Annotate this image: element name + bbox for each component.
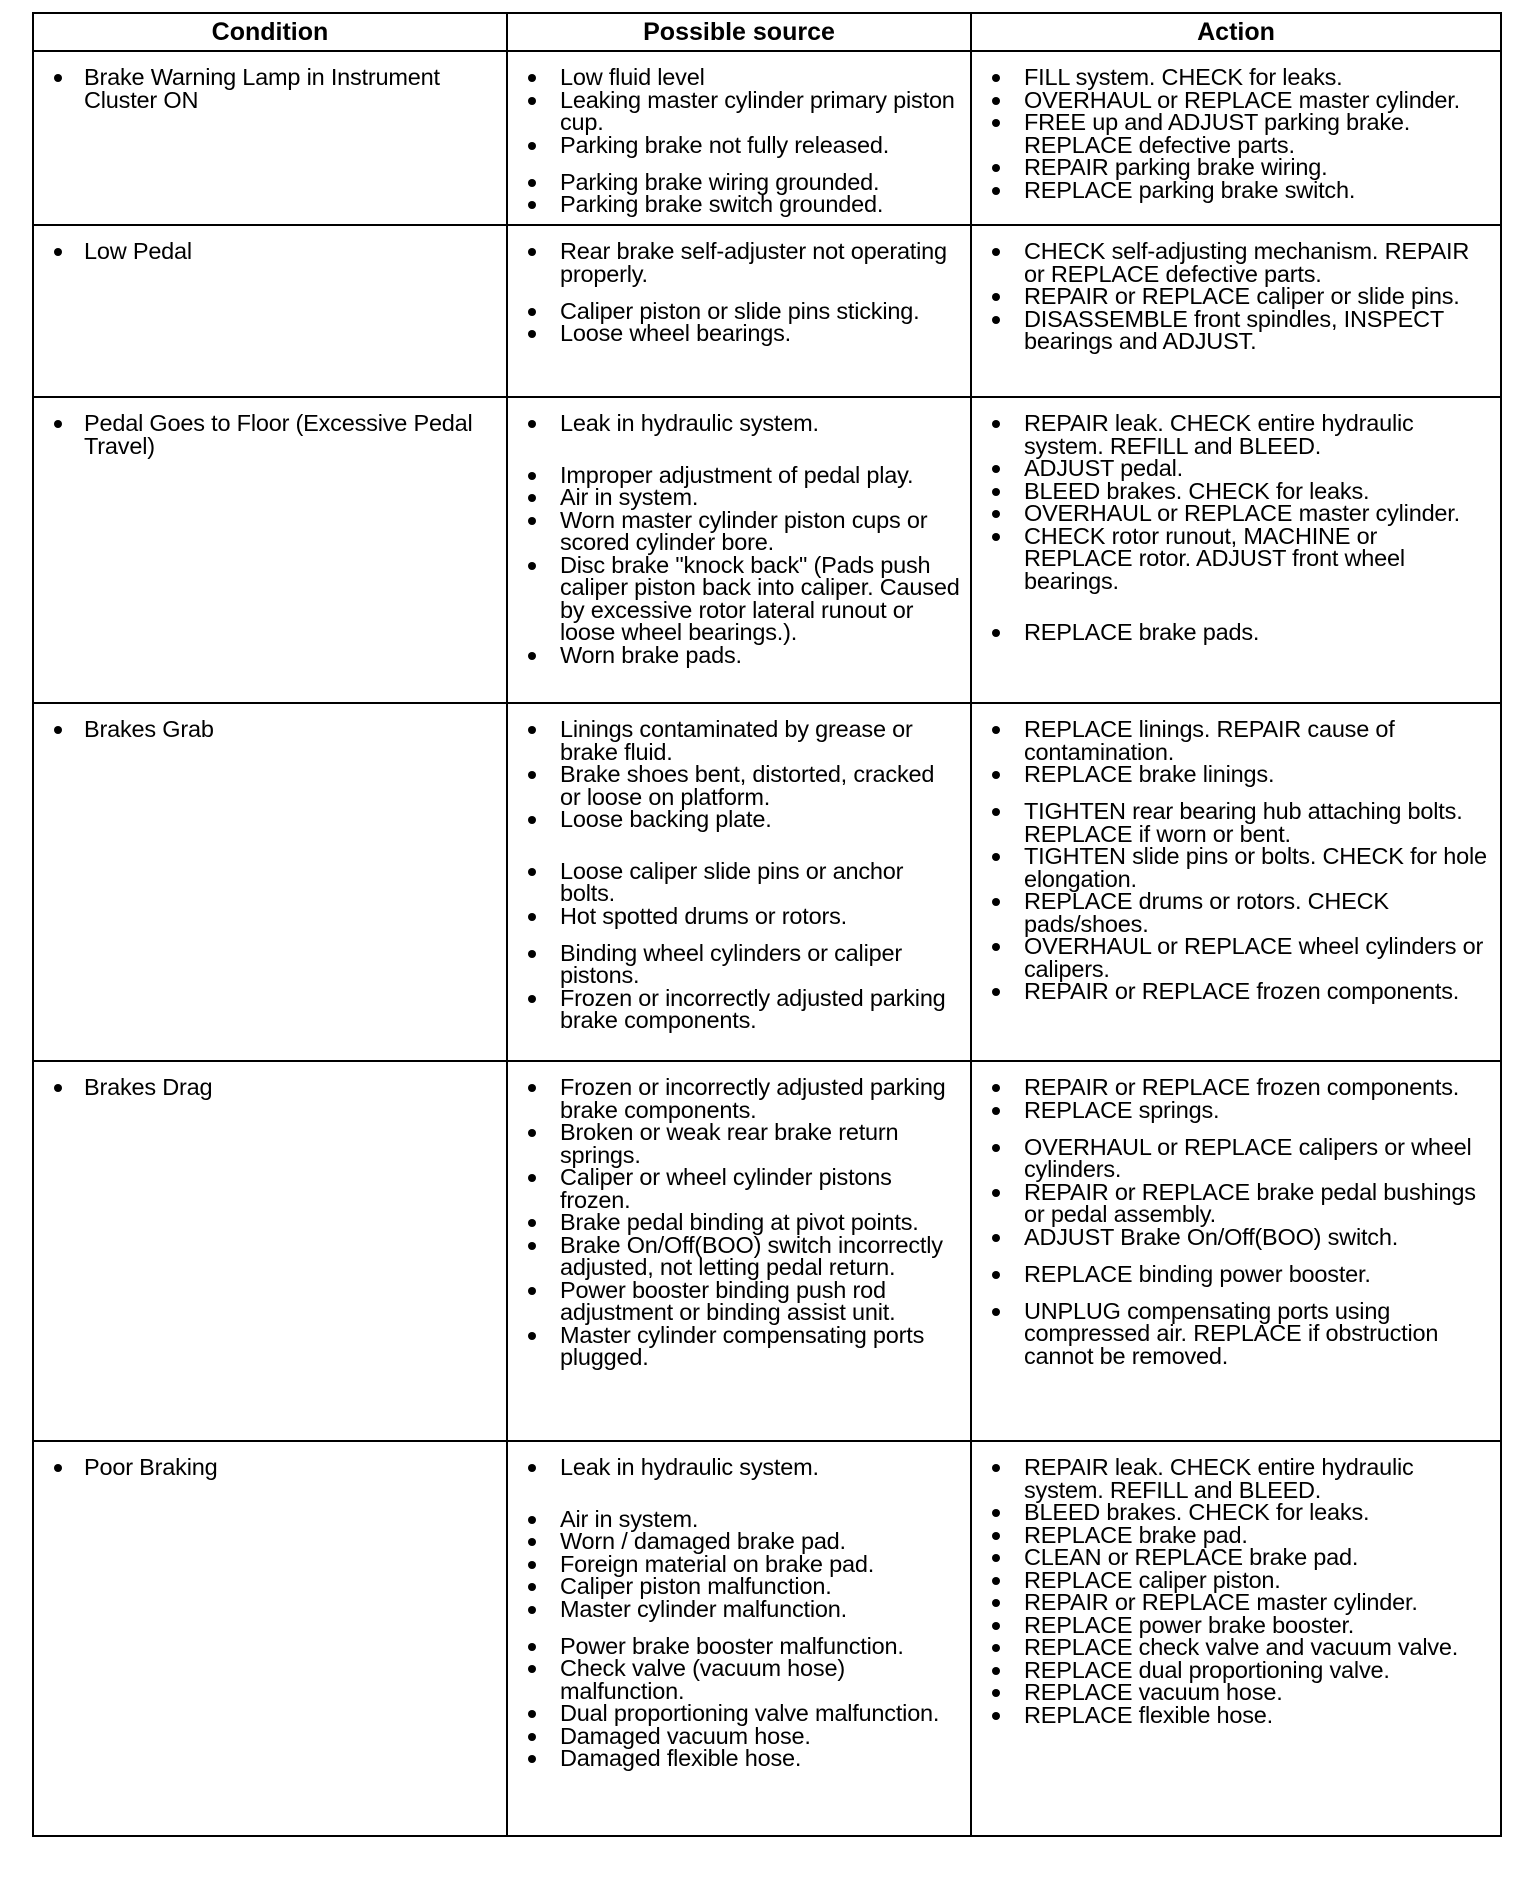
list-item: Master cylinder malfunction.	[522, 1598, 960, 1621]
list-item: REPAIR parking brake wiring.	[986, 156, 1490, 179]
condition-text: Brakes Grab	[48, 718, 496, 741]
list-item: Caliper piston or slide pins sticking.	[522, 300, 960, 323]
list-item: Damaged flexible hose.	[522, 1747, 960, 1770]
list-item: Linings contaminated by grease or brake fluid.	[522, 718, 960, 763]
header-row	[33, 13, 1501, 51]
list-item: REPLACE brake pad.	[986, 1524, 1490, 1547]
list-item: REPLACE caliper piston.	[986, 1569, 1490, 1592]
action-list	[986, 66, 1490, 201]
list-item: Worn master cylinder piston cups or scored cylinder bore.	[522, 509, 960, 554]
list-item: Frozen or incorrectly adjusted parking brake components.	[522, 1076, 960, 1121]
list-item: Improper adjustment of pedal play.	[522, 464, 960, 487]
condition-list	[48, 412, 496, 457]
table-row	[33, 1441, 1501, 1836]
table-row	[33, 703, 1501, 1061]
list-item: OVERHAUL or REPLACE wheel cylinders or calipers.	[986, 935, 1490, 980]
condition-list	[48, 1456, 496, 1479]
list-item: REPLACE vacuum hose.	[986, 1681, 1490, 1704]
list-item: TIGHTEN rear bearing hub attaching bolts. REPLACE if worn or bent.	[986, 800, 1490, 845]
source-list	[522, 240, 960, 345]
action-cell	[971, 51, 1501, 225]
list-item: REPLACE springs.	[986, 1099, 1490, 1122]
source-cell	[507, 1061, 971, 1441]
condition-text: Pedal Goes to Floor (Excessive Pedal Travel)	[48, 412, 496, 457]
source-list	[522, 1456, 960, 1770]
list-item: Check valve (vacuum hose) malfunction.	[522, 1657, 960, 1702]
list-item: Parking brake switch grounded.	[522, 193, 960, 216]
condition-text: Poor Braking	[48, 1456, 496, 1479]
list-item: REPAIR or REPLACE caliper or slide pins.	[986, 285, 1490, 308]
list-item: REPLACE check valve and vacuum valve.	[986, 1636, 1490, 1659]
source-list	[522, 66, 960, 216]
list-item: Loose backing plate.	[522, 808, 960, 831]
list-item: REPAIR or REPLACE frozen components.	[986, 980, 1490, 1003]
source-cell	[507, 51, 971, 225]
list-item: Air in system.	[522, 486, 960, 509]
condition-cell	[33, 1061, 507, 1441]
list-item: Brake On/Off(BOO) switch incorrectly adjusted, not letting pedal return.	[522, 1234, 960, 1279]
list-item: REPAIR leak. CHECK entire hydraulic system. REFILL and BLEED.	[986, 1456, 1490, 1501]
list-item: TIGHTEN slide pins or bolts. CHECK for hole elongation.	[986, 845, 1490, 890]
list-item: Damaged vacuum hose.	[522, 1725, 960, 1748]
table-row	[33, 1061, 1501, 1441]
list-item: Worn / damaged brake pad.	[522, 1530, 960, 1553]
table-row	[33, 51, 1501, 225]
list-item: REPAIR or REPLACE frozen components.	[986, 1076, 1490, 1099]
list-item: Master cylinder compensating ports plugged.	[522, 1324, 960, 1369]
list-item: Worn brake pads.	[522, 644, 960, 667]
list-item: REPLACE linings. REPAIR cause of contamination.	[986, 718, 1490, 763]
list-item: Hot spotted drums or rotors.	[522, 905, 960, 928]
action-list	[986, 1076, 1490, 1367]
condition-cell	[33, 703, 507, 1061]
list-item: OVERHAUL or REPLACE calipers or wheel cylinders.	[986, 1136, 1490, 1181]
list-item: Power booster binding push rod adjustment or binding assist unit.	[522, 1279, 960, 1324]
list-item: REPAIR leak. CHECK entire hydraulic system. REFILL and BLEED.	[986, 412, 1490, 457]
list-item: REPLACE parking brake switch.	[986, 179, 1490, 202]
header-possible-source: Possible source	[507, 13, 971, 51]
list-item: REPAIR or REPLACE master cylinder.	[986, 1591, 1490, 1614]
list-item: DISASSEMBLE front spindles, INSPECT bearings and ADJUST.	[986, 308, 1490, 353]
list-item: BLEED brakes. CHECK for leaks.	[986, 480, 1490, 503]
list-item: Low fluid level	[522, 66, 960, 89]
list-item: Binding wheel cylinders or caliper pistons.	[522, 942, 960, 987]
condition-text: Brakes Drag	[48, 1076, 496, 1099]
action-cell	[971, 1441, 1501, 1836]
list-item: Broken or weak rear brake return springs.	[522, 1121, 960, 1166]
condition-list	[48, 66, 496, 111]
list-item: Air in system.	[522, 1508, 960, 1531]
condition-text: Low Pedal	[48, 240, 496, 263]
list-item: Power brake booster malfunction.	[522, 1635, 960, 1658]
list-item: REPLACE brake linings.	[986, 763, 1490, 786]
action-cell	[971, 397, 1501, 703]
action-cell	[971, 1061, 1501, 1441]
list-item: Rear brake self-adjuster not operating properly.	[522, 240, 960, 285]
list-item: Parking brake wiring grounded.	[522, 171, 960, 194]
source-cell	[507, 703, 971, 1061]
condition-cell	[33, 225, 507, 397]
source-list	[522, 412, 960, 666]
list-item: REPLACE drums or rotors. CHECK pads/shoes.	[986, 890, 1490, 935]
list-item: REPLACE binding power booster.	[986, 1263, 1490, 1286]
source-list	[522, 1076, 960, 1369]
list-item: Caliper or wheel cylinder pistons frozen.	[522, 1166, 960, 1211]
source-cell	[507, 397, 971, 703]
source-cell	[507, 1441, 971, 1836]
condition-list	[48, 240, 496, 263]
list-item: Brake shoes bent, distorted, cracked or loose on platform.	[522, 763, 960, 808]
source-cell	[507, 225, 971, 397]
list-item: Parking brake not fully released.	[522, 134, 960, 157]
action-cell	[971, 225, 1501, 397]
list-item: Dual proportioning valve malfunction.	[522, 1702, 960, 1725]
list-item: Loose wheel bearings.	[522, 322, 960, 345]
list-item: Brake pedal binding at pivot points.	[522, 1211, 960, 1234]
list-item: CHECK self-adjusting mechanism. REPAIR or REPLACE defective parts.	[986, 240, 1490, 285]
list-item: ADJUST Brake On/Off(BOO) switch.	[986, 1226, 1490, 1249]
list-item: REPLACE brake pads.	[986, 621, 1490, 644]
action-cell	[971, 703, 1501, 1061]
troubleshooting-table	[32, 12, 1502, 1837]
table-row	[33, 397, 1501, 703]
list-item: REPLACE dual proportioning valve.	[986, 1659, 1490, 1682]
condition-text: Brake Warning Lamp in Instrument Cluster ON	[48, 66, 496, 111]
list-item: REPLACE flexible hose.	[986, 1704, 1490, 1727]
list-item: Leak in hydraulic system.	[522, 1456, 960, 1479]
source-list	[522, 718, 960, 1032]
condition-cell	[33, 1441, 507, 1836]
list-item: UNPLUG compensating ports using compressed air. REPLACE if obstruction cannot be removed.	[986, 1300, 1490, 1368]
list-item: BLEED brakes. CHECK for leaks.	[986, 1501, 1490, 1524]
condition-list	[48, 718, 496, 741]
list-item: Disc brake "knock back" (Pads push caliper piston back into caliper. Caused by excessive rotor lateral runout or loose wheel bearings.).	[522, 554, 960, 644]
header-action: Action	[971, 13, 1501, 51]
list-item: REPAIR or REPLACE brake pedal bushings or pedal assembly.	[986, 1181, 1490, 1226]
table-row	[33, 225, 1501, 397]
condition-cell	[33, 51, 507, 225]
list-item: OVERHAUL or REPLACE master cylinder.	[986, 502, 1490, 525]
list-item: FREE up and ADJUST parking brake. REPLACE defective parts.	[986, 111, 1490, 156]
action-list	[986, 1456, 1490, 1726]
list-item: Leak in hydraulic system.	[522, 412, 960, 435]
header-condition: Condition	[33, 13, 507, 51]
list-item: CHECK rotor runout, MACHINE or REPLACE rotor. ADJUST front wheel bearings.	[986, 525, 1490, 593]
list-item: ADJUST pedal.	[986, 457, 1490, 480]
condition-cell	[33, 397, 507, 703]
list-item: Foreign material on brake pad.	[522, 1553, 960, 1576]
list-item: CLEAN or REPLACE brake pad.	[986, 1546, 1490, 1569]
action-list	[986, 240, 1490, 353]
list-item: Leaking master cylinder primary piston cup.	[522, 89, 960, 134]
list-item: Caliper piston malfunction.	[522, 1575, 960, 1598]
action-list	[986, 412, 1490, 644]
action-list	[986, 718, 1490, 1003]
list-item: FILL system. CHECK for leaks.	[986, 66, 1490, 89]
list-item: Loose caliper slide pins or anchor bolts.	[522, 860, 960, 905]
list-item: OVERHAUL or REPLACE master cylinder.	[986, 89, 1490, 112]
list-item: Frozen or incorrectly adjusted parking brake components.	[522, 987, 960, 1032]
list-item: REPLACE power brake booster.	[986, 1614, 1490, 1637]
condition-list	[48, 1076, 496, 1099]
